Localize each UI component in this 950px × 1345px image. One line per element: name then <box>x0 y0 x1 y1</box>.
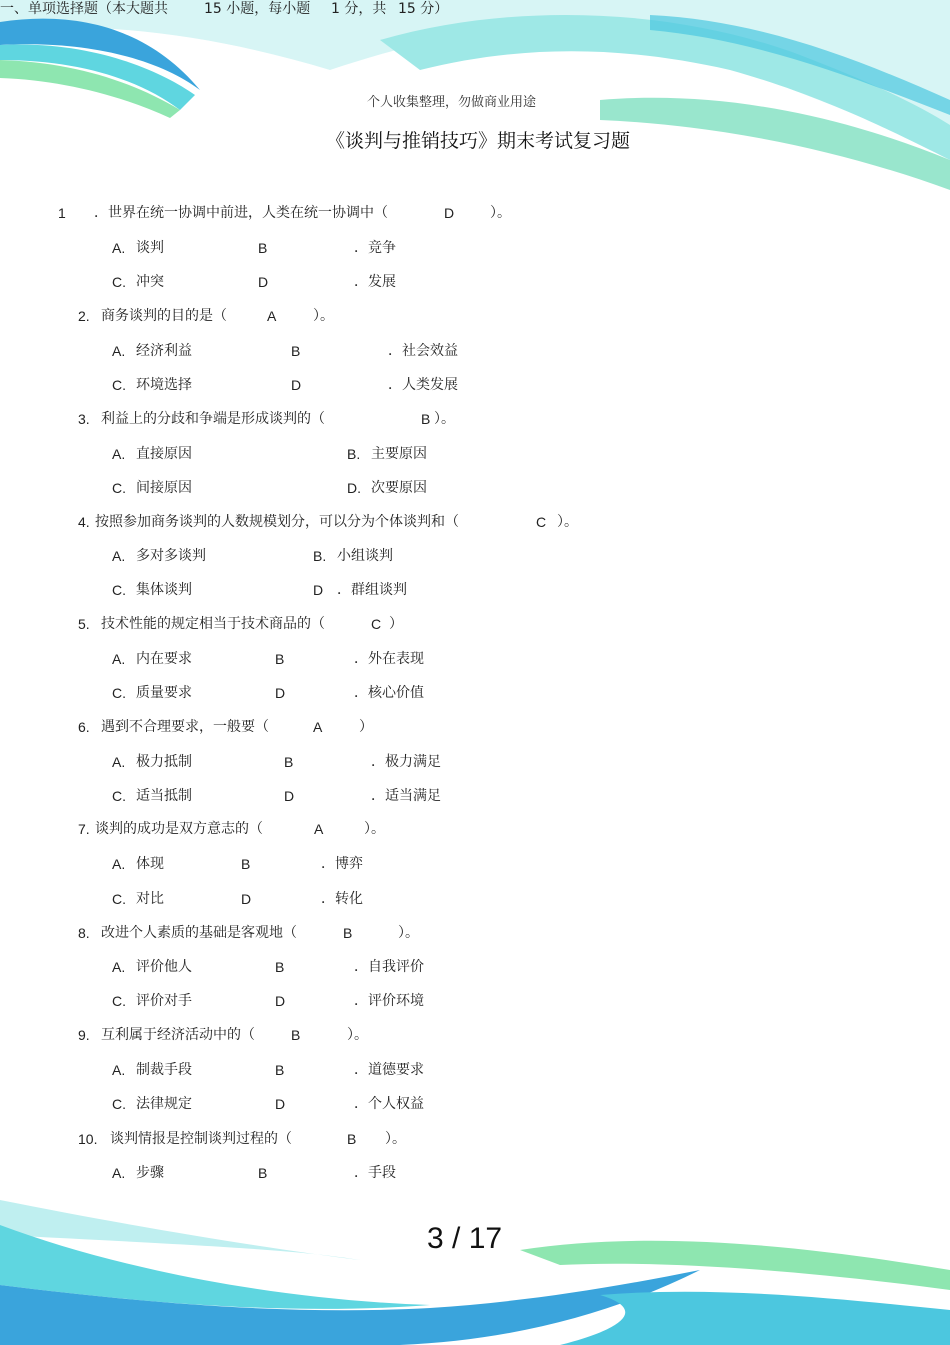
option-letter: B <box>275 959 285 975</box>
answer-letter: B <box>347 1131 357 1147</box>
question-close: ）。 <box>347 1027 368 1043</box>
answer-letter: B <box>291 1027 301 1043</box>
question-number: 1 <box>58 205 66 221</box>
page-number: 3 / 17 <box>427 1222 503 1255</box>
option-letter: B. <box>347 446 361 462</box>
option-letter: C. <box>112 377 126 393</box>
question-number: 5. <box>78 616 90 632</box>
question-close: ） <box>359 719 373 735</box>
option-letter: B <box>258 1165 268 1181</box>
option-text: 集体谈判 <box>136 582 192 598</box>
answer-letter: C <box>536 514 547 530</box>
option-text: ．道德要求 <box>354 1062 424 1078</box>
option-text: 主要原因 <box>371 446 427 462</box>
option-letter: D <box>275 1096 286 1112</box>
section-total: 15 分） <box>398 1 449 17</box>
option-letter: A. <box>112 548 126 564</box>
option-letter: B. <box>313 548 327 564</box>
option-text: ．发展 <box>354 274 396 290</box>
bottom-wave-decoration <box>0 1190 950 1345</box>
question-stem: 利益上的分歧和争端是形成谈判的（ <box>101 411 325 427</box>
option-letter: C. <box>112 480 126 496</box>
answer-letter: D <box>444 205 455 221</box>
option-text: ．个人权益 <box>354 1096 424 1112</box>
option-text: ．转化 <box>321 891 363 907</box>
question-stem: 技术性能的规定相当于技术商品的（ <box>101 616 325 632</box>
option-text: 步骤 <box>136 1165 164 1181</box>
option-letter: C. <box>112 993 126 1009</box>
option-letter: D <box>275 993 286 1009</box>
question-close: ）。 <box>490 205 511 221</box>
option-text: 次要原因 <box>371 480 427 496</box>
option-text: ．群组谈判 <box>337 582 407 598</box>
option-text: ．自我评价 <box>354 959 424 975</box>
question-number: 10. <box>78 1131 98 1147</box>
option-letter: A. <box>112 651 126 667</box>
option-text: 谈判 <box>136 240 164 256</box>
option-text: 评价他人 <box>136 959 192 975</box>
section-points: 1 分，共 <box>331 1 387 17</box>
option-text: 体现 <box>136 856 164 872</box>
question-number: 2. <box>78 308 90 324</box>
option-text: 适当抵制 <box>136 788 192 804</box>
question-number: 9. <box>78 1027 90 1043</box>
option-text: 评价对手 <box>136 993 192 1009</box>
question-close: ）。 <box>557 514 578 530</box>
option-text: ．人类发展 <box>388 377 458 393</box>
question-stem: 互利属于经济活动中的（ <box>101 1027 255 1043</box>
question-number: 3. <box>78 411 90 427</box>
option-letter: A. <box>112 856 126 872</box>
question-number: 7. <box>78 821 90 837</box>
answer-letter: A <box>313 719 323 735</box>
question-stem: 遇到不合理要求，一般要（ <box>101 719 269 735</box>
option-text: 制裁手段 <box>136 1062 192 1078</box>
option-text: 极力抵制 <box>136 754 192 770</box>
option-text: 对比 <box>136 891 164 907</box>
page-title: 《谈判与推销技巧》期末考试复习题 <box>326 130 631 152</box>
section-question-count: 15 小题，每小题 <box>204 1 311 17</box>
question-number: 6. <box>78 719 90 735</box>
question-stem: 谈判情报是控制谈判过程的（ <box>110 1131 292 1147</box>
question-close: ）。 <box>385 1131 406 1147</box>
question-close: ） <box>389 616 403 632</box>
question-number: 4. <box>78 514 90 530</box>
option-letter: A. <box>112 1062 126 1078</box>
question-stem: 按照参加商务谈判的人数规模划分，可以分为个体谈判和（ <box>95 514 459 530</box>
answer-letter: A <box>267 308 277 324</box>
option-letter: D <box>291 377 302 393</box>
answer-letter: A <box>314 821 324 837</box>
option-text: ．外在表现 <box>354 651 424 667</box>
option-letter: C. <box>112 685 126 701</box>
option-text: ．竞争 <box>354 240 396 256</box>
option-text: 冲突 <box>136 274 164 290</box>
question-stem: 谈判的成功是双方意志的（ <box>95 821 263 837</box>
option-letter: C. <box>112 1096 126 1112</box>
option-letter: A. <box>112 959 126 975</box>
option-text: ．社会效益 <box>388 343 458 359</box>
question-stem: 商务谈判的目的是（ <box>101 308 227 324</box>
question-close: ）。 <box>398 925 419 941</box>
option-text: 小组谈判 <box>337 548 393 564</box>
question-close: ）。 <box>434 411 455 427</box>
option-text: ．适当满足 <box>371 788 441 804</box>
option-letter: A. <box>112 343 126 359</box>
option-text: 经济利益 <box>136 343 192 359</box>
header-note: 个人收集整理，勿做商业用途 <box>367 95 537 110</box>
option-letter: B <box>284 754 294 770</box>
option-letter: B <box>258 240 268 256</box>
option-text: 多对多谈判 <box>136 548 206 564</box>
section-label: 一、单项选择题（本大题共 <box>0 1 168 17</box>
option-letter: C. <box>112 891 126 907</box>
option-text: 质量要求 <box>136 685 192 701</box>
option-letter: C. <box>112 788 126 804</box>
answer-letter: C <box>371 616 382 632</box>
option-letter: D. <box>347 480 361 496</box>
option-text: 间接原因 <box>136 480 192 496</box>
option-letter: B <box>275 1062 285 1078</box>
option-letter: A. <box>112 240 126 256</box>
option-text: 直接原因 <box>136 446 192 462</box>
option-letter: C. <box>112 274 126 290</box>
question-stem: 改进个人素质的基础是客观地（ <box>101 925 297 941</box>
option-letter: A. <box>112 446 126 462</box>
question-number: 8. <box>78 925 90 941</box>
option-letter: B <box>291 343 301 359</box>
option-letter: B <box>275 651 285 667</box>
option-letter: A. <box>112 1165 126 1181</box>
answer-letter: B <box>343 925 353 941</box>
option-text: 内在要求 <box>136 651 192 667</box>
option-text: ．核心价值 <box>354 685 424 701</box>
option-letter: C. <box>112 582 126 598</box>
option-letter: D <box>284 788 295 804</box>
option-text: 环境选择 <box>136 377 192 393</box>
option-text: ．极力满足 <box>371 754 441 770</box>
option-letter: D <box>313 582 324 598</box>
question-stem: ．世界在统一协调中前进，人类在统一协调中（ <box>94 205 388 221</box>
option-text: 法律规定 <box>136 1096 192 1112</box>
option-letter: B <box>241 856 251 872</box>
option-text: ．手段 <box>354 1165 396 1181</box>
option-letter: D <box>241 891 252 907</box>
question-close: ）。 <box>364 821 385 837</box>
option-letter: D <box>258 274 269 290</box>
option-text: ．博弈 <box>321 856 363 872</box>
option-letter: A. <box>112 754 126 770</box>
option-text: ．评价环境 <box>354 993 424 1009</box>
answer-letter: B <box>421 411 431 427</box>
option-letter: D <box>275 685 286 701</box>
question-close: ）。 <box>313 308 334 324</box>
